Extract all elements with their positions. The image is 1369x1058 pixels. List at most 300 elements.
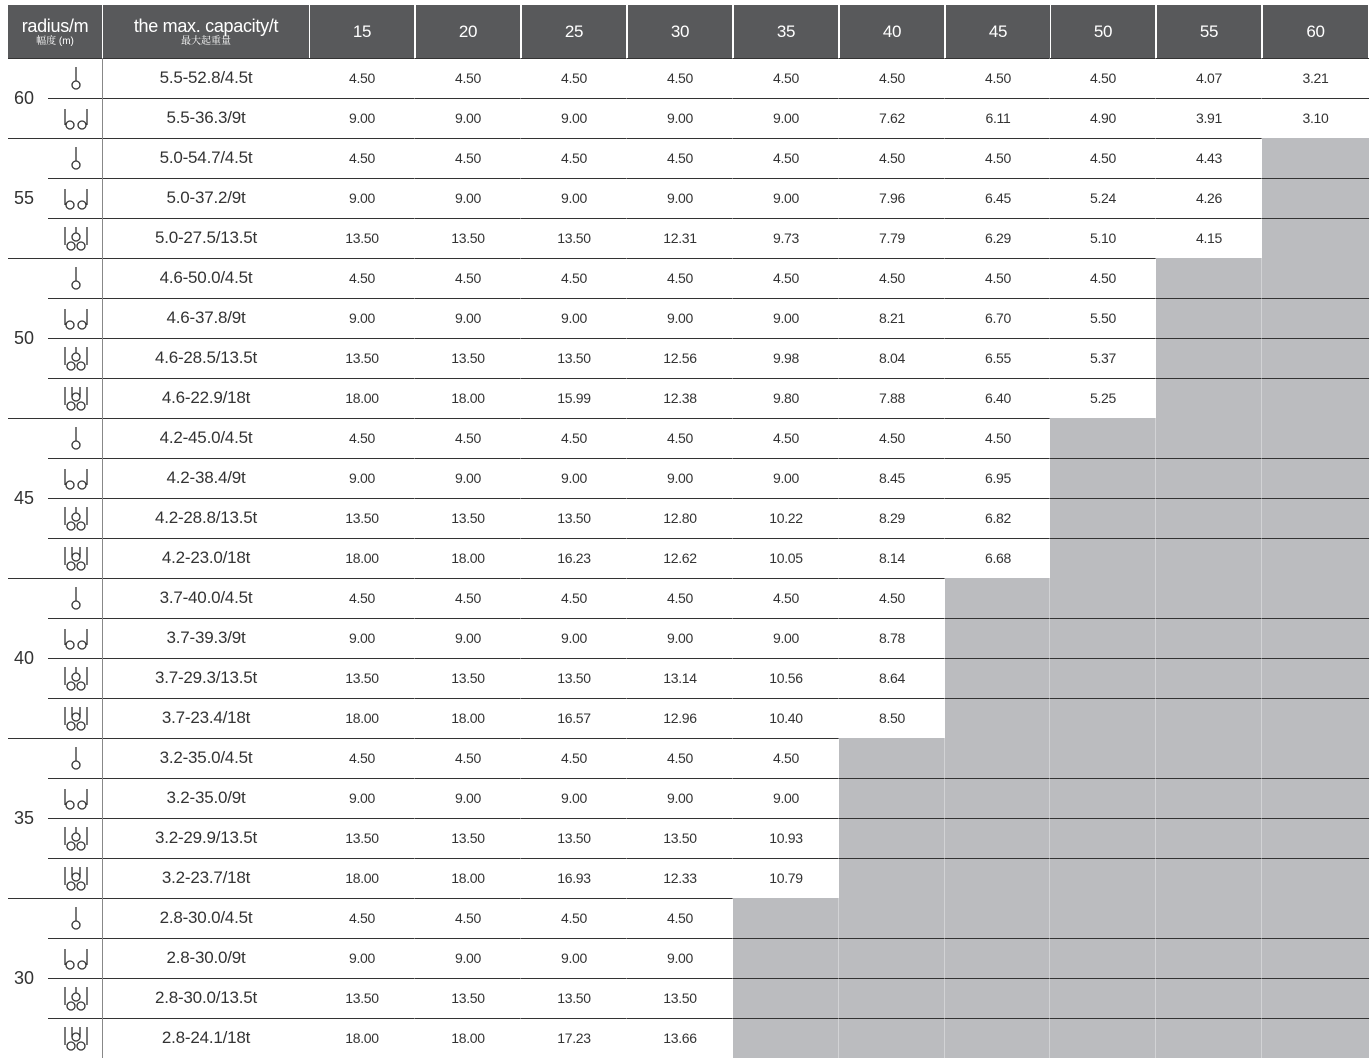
capacity-cell: 6.68 [984, 550, 1012, 566]
capacity-cell: 9.00 [348, 630, 376, 646]
capacity-cell: 5.37 [1089, 350, 1117, 366]
capacity-cell: 13.50 [557, 230, 591, 246]
capacity-cell: 4.50 [772, 150, 800, 166]
model-spec: 3.7-39.3/9t [166, 628, 246, 647]
model-spec: 5.0-27.5/13.5t [154, 228, 258, 247]
unavailable-cell [1262, 258, 1369, 298]
capacity-cell: 5.25 [1089, 390, 1117, 406]
capacity-cell: 9.00 [772, 310, 800, 326]
jib-length-label: 50 [13, 327, 35, 348]
capacity-cell: 3.21 [1302, 70, 1329, 86]
unavailable-cell [1262, 378, 1369, 418]
unavailable-cell [1156, 778, 1262, 818]
unavailable-cell [733, 938, 839, 978]
capacity-cell: 9.00 [348, 470, 376, 486]
capacity-cell: 4.50 [454, 150, 482, 166]
unavailable-cell [945, 618, 1051, 658]
table-row [48, 458, 1369, 498]
unavailable-cell [1156, 538, 1262, 578]
header-radius-35 [734, 5, 838, 58]
capacity-cell: 9.00 [454, 470, 482, 486]
unavailable-cell [1262, 778, 1369, 818]
header-radius-value: 35 [776, 21, 796, 41]
capacity-cell: 3.91 [1195, 110, 1223, 126]
unavailable-cell [945, 818, 1051, 858]
capacity-cell: 9.00 [454, 630, 482, 646]
model-spec: 3.2-29.9/13.5t [154, 828, 258, 847]
unavailable-cell [839, 978, 945, 1018]
unavailable-cell [1050, 858, 1156, 898]
header-radius-20 [416, 5, 520, 58]
hook-4-fall-icon [48, 378, 103, 418]
row-divider [48, 498, 1369, 499]
capacity-cell: 8.21 [878, 310, 906, 326]
unavailable-cell [1262, 658, 1369, 698]
header-radius-value: 15 [352, 21, 372, 41]
capacity-cell: 4.26 [1195, 190, 1223, 206]
capacity-cell: 13.50 [451, 510, 485, 526]
hook-3-fall-icon [48, 338, 103, 378]
unavailable-cell [1156, 1018, 1262, 1058]
unavailable-cell [1262, 418, 1369, 458]
unavailable-cell [839, 818, 945, 858]
row-divider [48, 698, 1369, 699]
capacity-cell: 9.00 [666, 950, 694, 966]
column-divider [732, 58, 733, 1058]
model-spec: 5.0-37.2/9t [166, 188, 246, 207]
capacity-cell: 9.80 [772, 390, 800, 406]
table-row [48, 498, 1369, 538]
unavailable-cell [1050, 578, 1156, 618]
model-spec: 2.8-30.0/13.5t [154, 988, 258, 1007]
model-spec: 2.8-30.0/4.5t [159, 908, 253, 927]
capacity-cell: 4.50 [1089, 150, 1117, 166]
unavailable-cell [945, 698, 1051, 738]
hook-1-fall-icon [48, 578, 103, 618]
capacity-cell: 16.23 [557, 550, 591, 566]
capacity-cell: 4.50 [560, 750, 588, 766]
capacity-cell: 4.50 [772, 590, 800, 606]
unavailable-cell [1156, 898, 1262, 938]
model-spec: 3.7-23.4/18t [161, 708, 251, 727]
hook-4-fall-icon [48, 698, 103, 738]
model-spec: 3.2-35.0/9t [166, 788, 246, 807]
capacity-cell: 4.43 [1195, 150, 1223, 166]
column-divider [626, 58, 627, 1058]
unavailable-cell [1156, 258, 1262, 298]
capacity-cell: 18.00 [451, 550, 485, 566]
header-capacity [103, 5, 309, 58]
unavailable-cell [1050, 498, 1156, 538]
unavailable-cell [1156, 338, 1262, 378]
capacity-cell: 12.96 [663, 710, 697, 726]
hook-4-fall-icon [48, 538, 103, 578]
capacity-cell: 16.57 [557, 710, 591, 726]
row-divider [48, 858, 1369, 859]
header-radius-value: 55 [1199, 21, 1219, 41]
column-divider [1155, 58, 1156, 1058]
capacity-cell: 12.80 [663, 510, 697, 526]
unavailable-cell [839, 738, 945, 778]
hook-3-fall-icon [48, 498, 103, 538]
row-divider [48, 178, 1369, 179]
capacity-cell: 4.50 [348, 590, 376, 606]
capacity-cell: 4.50 [560, 70, 588, 86]
capacity-cell: 18.00 [451, 870, 485, 886]
table-row [48, 298, 1369, 338]
unavailable-cell [1050, 538, 1156, 578]
capacity-cell: 8.14 [878, 550, 906, 566]
capacity-cell: 13.50 [663, 990, 697, 1006]
capacity-cell: 4.50 [984, 70, 1012, 86]
capacity-cell: 10.05 [769, 550, 803, 566]
capacity-cell: 12.31 [663, 230, 697, 246]
hook-3-fall-icon [48, 978, 103, 1018]
capacity-cell: 18.00 [345, 710, 379, 726]
table-row [48, 538, 1369, 578]
capacity-cell: 9.00 [454, 950, 482, 966]
capacity-cell: 4.50 [560, 150, 588, 166]
table-row [48, 1018, 1369, 1058]
capacity-cell: 10.56 [769, 670, 803, 686]
capacity-cell: 4.50 [666, 430, 694, 446]
unavailable-cell [1156, 298, 1262, 338]
capacity-cell: 13.50 [557, 350, 591, 366]
model-spec: 4.6-22.9/18t [161, 388, 251, 407]
table-row [48, 378, 1369, 418]
hook-3-fall-icon [48, 818, 103, 858]
unavailable-cell [945, 738, 1051, 778]
header-radius-value: 30 [670, 21, 690, 41]
column-divider [838, 58, 839, 1058]
capacity-cell: 12.33 [663, 870, 697, 886]
capacity-cell: 13.50 [345, 350, 379, 366]
row-divider [48, 658, 1369, 659]
hook-2-fall-icon [48, 298, 103, 338]
capacity-cell: 4.50 [454, 910, 482, 926]
unavailable-cell [839, 858, 945, 898]
capacity-cell: 6.11 [985, 110, 1011, 126]
capacity-cell: 9.00 [666, 190, 694, 206]
capacity-cell: 18.00 [345, 870, 379, 886]
unavailable-cell [1156, 498, 1262, 538]
unavailable-cell [839, 778, 945, 818]
hook-4-fall-icon [48, 1018, 103, 1058]
capacity-cell: 18.00 [345, 550, 379, 566]
unavailable-cell [1050, 978, 1156, 1018]
jib-length-label: 45 [13, 487, 35, 508]
capacity-cell: 13.50 [451, 670, 485, 686]
capacity-cell: 9.00 [348, 950, 376, 966]
capacity-cell: 4.50 [984, 430, 1012, 446]
capacity-cell: 4.50 [666, 750, 694, 766]
capacity-cell: 9.00 [560, 790, 588, 806]
header-radius-label: radius/m [21, 15, 89, 36]
capacity-cell: 4.15 [1195, 230, 1223, 246]
row-divider [48, 298, 1369, 299]
capacity-cell: 16.93 [557, 870, 591, 886]
unavailable-cell [1156, 978, 1262, 1018]
hook-3-fall-icon [48, 658, 103, 698]
table-row [48, 138, 1369, 178]
capacity-cell: 9.00 [560, 190, 588, 206]
jib-length-label: 35 [13, 807, 35, 828]
capacity-cell: 4.50 [348, 750, 376, 766]
capacity-cell: 4.50 [984, 270, 1012, 286]
row-divider [48, 978, 1369, 979]
model-spec: 2.8-30.0/9t [166, 948, 246, 967]
table-row [48, 938, 1369, 978]
capacity-cell: 4.50 [1089, 70, 1117, 86]
model-spec: 3.2-23.7/18t [161, 868, 251, 887]
unavailable-cell [1262, 138, 1369, 178]
column-divider [102, 58, 103, 1058]
capacity-cell: 13.66 [663, 1030, 697, 1046]
header-radius-value: 60 [1306, 21, 1325, 41]
capacity-cell: 9.00 [666, 110, 694, 126]
capacity-cell: 8.78 [878, 630, 906, 646]
capacity-cell: 4.50 [348, 910, 376, 926]
capacity-cell: 9.00 [772, 110, 800, 126]
hook-2-fall-icon [48, 778, 103, 818]
capacity-cell: 6.55 [984, 350, 1012, 366]
capacity-cell: 12.62 [663, 550, 697, 566]
capacity-cell: 4.50 [454, 270, 482, 286]
model-spec: 4.2-45.0/4.5t [159, 428, 253, 447]
unavailable-cell [839, 938, 945, 978]
capacity-cell: 9.73 [772, 230, 800, 246]
jib-length-label: 30 [13, 967, 35, 988]
unavailable-cell [1262, 698, 1369, 738]
row-divider [48, 938, 1369, 939]
capacity-cell: 4.50 [348, 70, 376, 86]
unavailable-cell [1050, 898, 1156, 938]
capacity-cell: 4.50 [666, 270, 694, 286]
jib-length-label: 55 [13, 187, 35, 208]
unavailable-cell [1050, 778, 1156, 818]
table-row [48, 658, 1369, 698]
unavailable-cell [1156, 618, 1262, 658]
capacity-cell: 4.50 [454, 750, 482, 766]
capacity-cell: 6.40 [984, 390, 1012, 406]
capacity-cell: 6.29 [984, 230, 1012, 246]
capacity-cell: 13.50 [557, 990, 591, 1006]
jib-length-label: 60 [13, 87, 35, 108]
table-row [48, 58, 1369, 98]
unavailable-cell [1262, 338, 1369, 378]
model-spec: 4.2-38.4/9t [166, 468, 246, 487]
capacity-cell: 4.50 [878, 430, 906, 446]
capacity-cell: 4.50 [772, 430, 800, 446]
model-spec: 4.2-28.8/13.5t [154, 508, 258, 527]
capacity-cell: 4.50 [666, 910, 694, 926]
header-radius-sub: 幅度 (m) [36, 35, 74, 47]
capacity-cell: 18.00 [451, 710, 485, 726]
capacity-cell: 6.95 [984, 470, 1012, 486]
hook-2-fall-icon [48, 458, 103, 498]
row-divider [48, 98, 1369, 99]
capacity-cell: 9.00 [772, 470, 800, 486]
unavailable-cell [945, 658, 1051, 698]
capacity-cell: 4.50 [878, 590, 906, 606]
jib-length-label: 40 [13, 647, 35, 668]
hook-2-fall-icon [48, 618, 103, 658]
hook-1-fall-icon [48, 138, 103, 178]
table-row [48, 738, 1369, 778]
capacity-cell: 7.62 [878, 110, 906, 126]
capacity-cell: 18.00 [345, 390, 379, 406]
capacity-cell: 4.50 [348, 150, 376, 166]
hook-1-fall-icon [48, 418, 103, 458]
header-radius-25 [522, 5, 626, 58]
unavailable-cell [1156, 658, 1262, 698]
table-row [48, 258, 1369, 298]
capacity-cell: 4.50 [560, 910, 588, 926]
capacity-cell: 9.00 [666, 310, 694, 326]
unavailable-cell [1156, 418, 1262, 458]
capacity-cell: 9.00 [454, 190, 482, 206]
column-divider [1261, 58, 1262, 1058]
unavailable-cell [1050, 458, 1156, 498]
column-divider [944, 58, 945, 1058]
capacity-cell: 5.50 [1089, 310, 1117, 326]
capacity-cell: 13.50 [557, 510, 591, 526]
capacity-cell: 4.50 [666, 590, 694, 606]
hook-2-fall-icon [48, 98, 103, 138]
unavailable-cell [1050, 818, 1156, 858]
table-row [48, 418, 1369, 458]
unavailable-cell [1050, 698, 1156, 738]
unavailable-cell [1262, 538, 1369, 578]
capacity-cell: 13.50 [451, 830, 485, 846]
capacity-cell: 9.00 [772, 790, 800, 806]
capacity-cell: 4.50 [348, 430, 376, 446]
hook-2-fall-icon [48, 938, 103, 978]
unavailable-cell [945, 938, 1051, 978]
unavailable-cell [1262, 458, 1369, 498]
row-divider [48, 378, 1369, 379]
row-divider [48, 1018, 1369, 1019]
unavailable-cell [1262, 218, 1369, 258]
capacity-cell: 4.50 [348, 270, 376, 286]
capacity-cell: 13.50 [345, 830, 379, 846]
capacity-cell: 8.29 [878, 510, 906, 526]
capacity-cell: 10.79 [769, 870, 803, 886]
header-radius-30 [628, 5, 732, 58]
capacity-cell: 12.56 [663, 350, 697, 366]
hook-4-fall-icon [48, 858, 103, 898]
unavailable-cell [1262, 578, 1369, 618]
header-radius-value: 50 [1093, 21, 1113, 41]
capacity-cell: 13.50 [345, 510, 379, 526]
model-spec: 5.5-52.8/4.5t [159, 68, 253, 87]
unavailable-cell [945, 858, 1051, 898]
table-row [48, 178, 1369, 218]
capacity-cell: 4.50 [454, 590, 482, 606]
capacity-cell: 17.23 [557, 1030, 591, 1046]
capacity-cell: 18.00 [451, 390, 485, 406]
capacity-cell: 4.50 [666, 150, 694, 166]
header-radius-value: 45 [988, 21, 1008, 41]
capacity-cell: 10.22 [769, 510, 803, 526]
capacity-cell: 9.00 [772, 190, 800, 206]
capacity-cell: 4.50 [454, 70, 482, 86]
capacity-cell: 4.07 [1195, 70, 1223, 86]
unavailable-cell [1156, 698, 1262, 738]
capacity-cell: 8.45 [878, 470, 906, 486]
capacity-cell: 13.14 [663, 670, 697, 686]
model-spec: 3.7-29.3/13.5t [154, 668, 258, 687]
capacity-cell: 9.00 [560, 310, 588, 326]
capacity-cell: 9.00 [348, 110, 376, 126]
unavailable-cell [1156, 378, 1262, 418]
unavailable-cell [1262, 898, 1369, 938]
unavailable-cell [1050, 738, 1156, 778]
capacity-cell: 12.38 [663, 390, 697, 406]
unavailable-cell [733, 978, 839, 1018]
unavailable-cell [945, 778, 1051, 818]
hook-1-fall-icon [48, 898, 103, 938]
capacity-cell: 13.50 [451, 230, 485, 246]
capacity-cell: 9.00 [666, 470, 694, 486]
capacity-cell: 7.96 [878, 190, 906, 206]
header-radius-45 [946, 5, 1050, 58]
unavailable-cell [1262, 298, 1369, 338]
capacity-cell: 4.50 [560, 270, 588, 286]
capacity-cell: 6.82 [984, 510, 1012, 526]
hook-2-fall-icon [48, 178, 103, 218]
header-capacity-sub: 最大起重量 [181, 35, 231, 47]
unavailable-cell [1262, 178, 1369, 218]
table-row [48, 818, 1369, 858]
capacity-cell: 13.50 [451, 990, 485, 1006]
capacity-cell: 13.50 [557, 830, 591, 846]
unavailable-cell [1262, 738, 1369, 778]
table-row [48, 778, 1369, 818]
unavailable-cell [945, 578, 1051, 618]
unavailable-cell [1262, 618, 1369, 658]
capacity-cell: 9.00 [348, 790, 376, 806]
unavailable-cell [1156, 818, 1262, 858]
capacity-cell: 9.00 [348, 190, 376, 206]
header-radius-55 [1157, 5, 1261, 58]
unavailable-cell [1050, 938, 1156, 978]
table-row [48, 578, 1369, 618]
unavailable-cell [1156, 578, 1262, 618]
unavailable-cell [945, 898, 1051, 938]
unavailable-cell [1262, 1018, 1369, 1058]
row-divider [48, 618, 1369, 619]
row-divider [48, 338, 1369, 339]
unavailable-cell [1262, 498, 1369, 538]
capacity-cell: 9.00 [348, 310, 376, 326]
model-spec: 3.2-35.0/4.5t [159, 748, 253, 767]
unavailable-cell [1262, 858, 1369, 898]
capacity-cell: 4.50 [772, 270, 800, 286]
capacity-cell: 4.50 [984, 150, 1012, 166]
table-row [48, 338, 1369, 378]
model-spec: 3.7-40.0/4.5t [159, 588, 253, 607]
capacity-cell: 6.70 [984, 310, 1012, 326]
capacity-cell: 4.50 [878, 70, 906, 86]
model-spec: 5.0-54.7/4.5t [159, 148, 253, 167]
table-row [48, 218, 1369, 258]
header-radius-value: 20 [458, 21, 478, 41]
header-radius-value: 40 [882, 21, 902, 41]
capacity-cell: 9.00 [454, 310, 482, 326]
table-row [48, 898, 1369, 938]
capacity-cell: 9.00 [560, 630, 588, 646]
